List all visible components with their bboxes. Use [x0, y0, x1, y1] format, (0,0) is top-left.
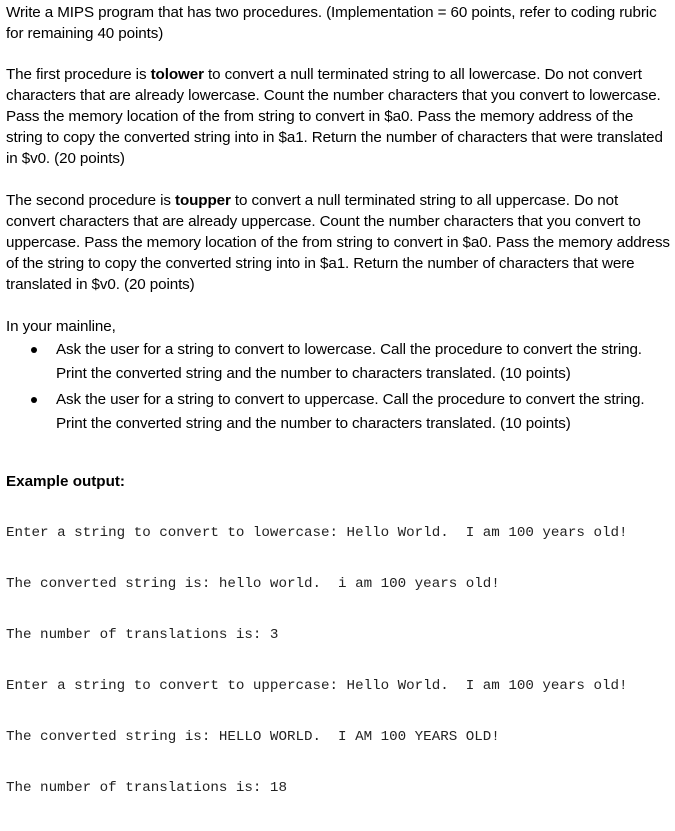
toupper-paragraph: [6, 190, 670, 295]
list-item: [6, 338, 670, 386]
list-item-text: Ask the user for a string to convert to lowercase. Call the procedure to convert the string. Print the converted string and the number to characters translated. (10 points): [56, 341, 642, 382]
output-line: The converted string is: HELLO WORLD. I AM 100 YEARS OLD!: [6, 729, 500, 745]
example-heading: Example output:: [6, 473, 125, 490]
toupper-text-before: The second procedure is: [6, 192, 175, 209]
bullet-icon: [31, 347, 37, 353]
bullet-icon: [31, 397, 37, 403]
mainline-intro: In your mainline,: [6, 318, 116, 335]
tolower-text-before: The first procedure is: [6, 66, 151, 83]
output-line: The converted string is: hello world. i am 100 years old!: [6, 576, 500, 592]
mainline-list: [6, 338, 670, 438]
toupper-text-after: to convert a null terminated string to all uppercase. Do not convert characters that are already uppercase. Count the number characters that you convert to uppercase. Pass the memory location of the from string to convert in $a0. Pass the memory address of the string to copy the converted string into in $a1. Return the number of characters that were translated in $v0. (20 points): [6, 192, 670, 293]
example-output-block: [6, 491, 670, 831]
output-line: The number of translations is: 18: [6, 780, 287, 796]
tolower-paragraph: [6, 64, 670, 169]
output-line: Enter a string to convert to lowercase: Hello World. I am 100 years old!: [6, 525, 628, 541]
list-item-text: Ask the user for a string to convert to uppercase. Call the procedure to convert the string. Print the converted string and the number to characters translated. (10 points): [56, 391, 645, 432]
tolower-text-after: to convert a null terminated string to all lowercase. Do not convert characters that are already lowercase. Count the number characters that you convert to lowercase. Pass the memory location of the from string to convert in $a0. Pass the memory address of the string to copy the converted string into in $a1. Return the number of characters that were translated in $v0. (20 points): [6, 66, 663, 167]
output-line: The number of translations is: 3: [6, 627, 279, 643]
intro-paragraph: Write a MIPS program that has two procedures. (Implementation = 60 points, refer to coding rubric for remaining 40 points): [6, 4, 657, 42]
output-line: Enter a string to convert to uppercase: Hello World. I am 100 years old!: [6, 678, 628, 694]
toupper-keyword: toupper: [174, 192, 231, 209]
tolower-keyword: tolower: [150, 66, 204, 83]
list-item: [6, 388, 670, 436]
